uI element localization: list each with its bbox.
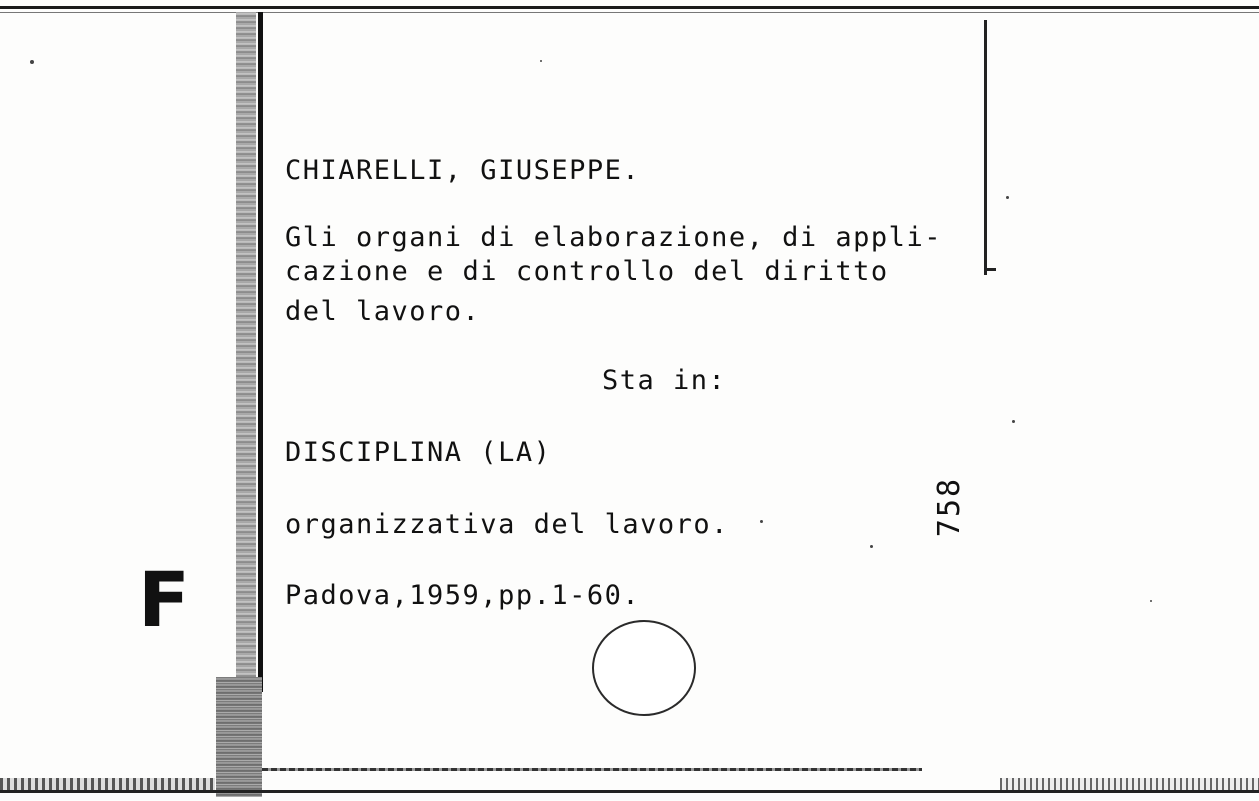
card-title-line-2: cazione e di controllo del diritto <box>285 256 889 287</box>
card-series-title: DISCIPLINA (LA) <box>285 437 552 468</box>
card-right-edge <box>984 20 987 275</box>
card-imprint: Padova,1959,pp.1-60. <box>285 580 641 611</box>
card-title-line-3: del lavoro. <box>285 296 481 327</box>
scan-bottom-right-noise <box>1000 778 1259 790</box>
card-series-subtitle: organizzativa del lavoro. <box>285 509 729 540</box>
binding-lower-block <box>216 677 262 797</box>
speckle <box>540 60 542 62</box>
card-title-line-1: Gli organi di elaborazione, di appli- <box>285 222 942 253</box>
speckle <box>870 545 873 548</box>
card-binding-strip <box>216 12 262 797</box>
scan-bottom-left-noise <box>0 778 215 790</box>
speckle <box>1006 196 1009 199</box>
speckle <box>1012 420 1015 423</box>
speckle <box>30 60 34 64</box>
scan-top-edge-thin <box>0 12 1259 13</box>
index-tab-letter: F <box>138 555 190 644</box>
card-left-edge <box>258 12 263 692</box>
card-bottom-edge <box>262 768 922 771</box>
card-punch-hole <box>592 620 696 716</box>
card-right-edge-hook <box>984 268 996 271</box>
scan-top-edge <box>0 6 1259 9</box>
speckle <box>1150 600 1152 602</box>
card-author: CHIARELLI, GIUSEPPE. <box>285 155 641 186</box>
card-in-label: Sta in: <box>602 365 727 396</box>
speckle <box>760 520 763 523</box>
card-shelf-number: 758 <box>932 476 968 538</box>
scan-bottom-edge <box>0 790 1259 793</box>
